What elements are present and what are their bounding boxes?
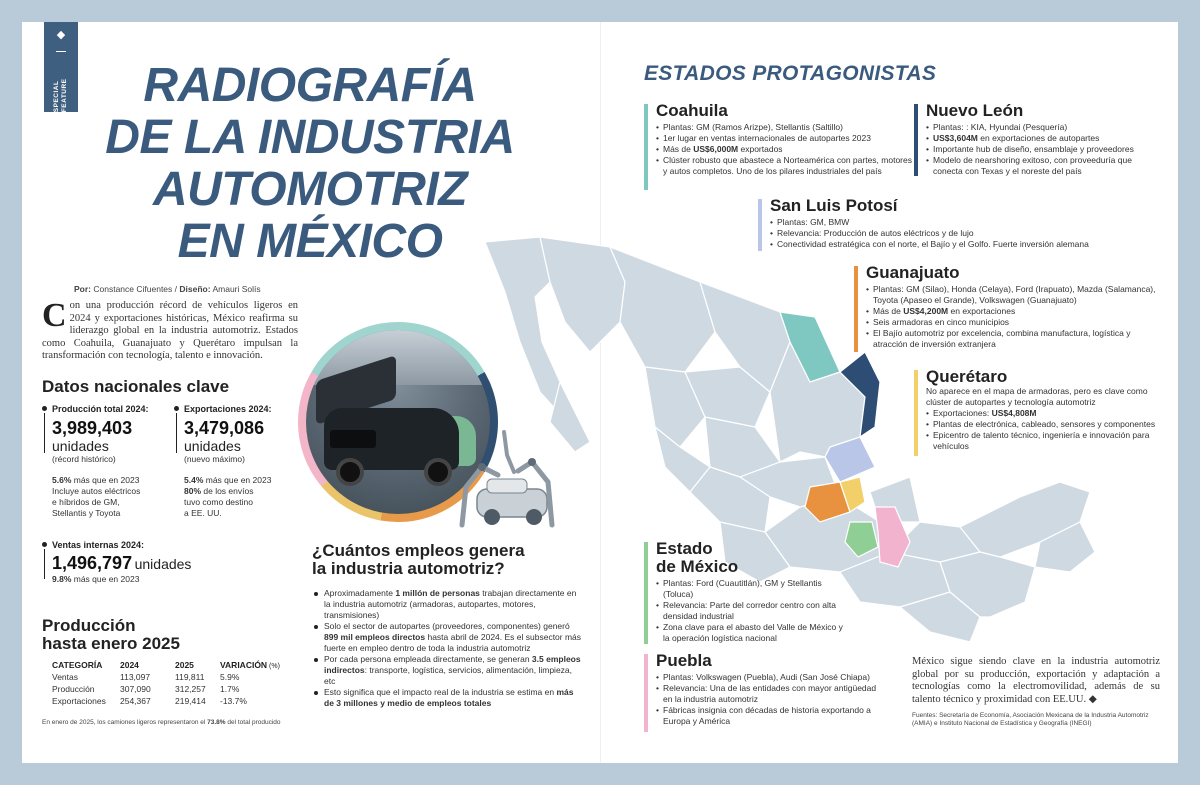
table-cell: Exportaciones (52, 695, 106, 706)
stat-produccion-detail-2: Incluye autos eléctricos (52, 486, 141, 496)
stat-exportaciones-note: (nuevo máximo) (184, 454, 245, 464)
stat-produccion-unit: unidades (52, 438, 109, 454)
table-cell: Producción (52, 683, 95, 694)
list-item: • El Bajío automotriz por excelencia, combina manufactura, logística y atracción de inversión extranjera (866, 328, 1164, 350)
state-puebla-name: Puebla (656, 651, 712, 670)
table-row (42, 671, 290, 683)
intro-text: on una producción récord de vehículos ligeros en 2024 y exportaciones históricas, México reafirma su liderazgo global en la industria automotriz. Estados como Coahuila, Guanajuato y Querétaro impulsan la transformación con tecnología, talento e innovación. (42, 300, 298, 361)
state-coahuila-name: Coahuila (656, 101, 728, 120)
table-cell: 307,090 (120, 683, 151, 694)
stat-line (176, 413, 177, 453)
byline-separator: / (172, 284, 180, 294)
state-color-bar (758, 199, 762, 251)
empleos-heading-line-2: la industria automotriz? (312, 559, 505, 578)
byline-author: Constance Cifuentes (93, 284, 173, 294)
list-item: • Más de US$6,000M exportados (656, 144, 914, 155)
stat-exportaciones-value: 3,479,086 (184, 418, 265, 438)
col-header-variacion: VARIACIÓN (%) (220, 660, 280, 670)
state-queretaro (914, 368, 1164, 452)
list-item: • Conectividad estratégica con el norte, el Bajío y el Golfo. Fuerte inversión alemana (770, 239, 1098, 250)
stat-ventas-value: 1,496,797 (52, 553, 133, 573)
stat-ventas-label: Ventas internas 2024: (42, 540, 242, 550)
stat-produccion-detail-3: e híbridos de GM, (52, 497, 120, 507)
closing-paragraph: México sigue siendo clave en la industria automotriz global por su producción, exportación y adaptación a tecnologías como la electromovilidad, además de su talento técnico y proximidad con EE.UU. ◆ (912, 656, 1160, 705)
list-item: • Epicentro de talento técnico, ingeniería e innovación para vehículos (926, 430, 1164, 452)
list-item: Por cada persona empleada directamente, se generan 3.5 empleos indirectos: transporte, logística, servicios, alimentación, limpieza, etc (314, 654, 584, 687)
state-queretaro-name: Querétaro (926, 367, 1008, 386)
state-coahuila (644, 102, 914, 177)
list-item: • Relevancia: Una de las entidades con mayor antigüedad en la industria automotriz (656, 683, 884, 705)
stat-exportaciones-detail: 5.4% más que en 2023 (184, 475, 272, 485)
table-cell: 254,367 (120, 695, 151, 706)
estados-heading: ESTADOS PROTAGONISTAS (644, 62, 937, 85)
stat-exportaciones-detail-2: 80% de los envíos (184, 486, 254, 496)
list-item: • Plantas: Volkswagen (Puebla), Audi (San José Chiapa) (656, 672, 884, 683)
col-header-2024: 2024 (120, 660, 139, 670)
list-item: • Plantas: GM (Silao), Honda (Celaya), Ford (Irapuato), Mazda (Salamanca), Toyota (Apaseo el Grande), Volkswagen (Guanajuato) (866, 284, 1164, 306)
stat-ventas (42, 540, 242, 585)
state-puebla (644, 652, 884, 727)
stat-produccion-detail: 5.6% más que en 2023 (52, 475, 140, 485)
list-item: • Fábricas insignia con décadas de historia exportando a Europa y América (656, 705, 884, 727)
state-guanajuato-name: Guanajuato (866, 263, 960, 282)
list-item: • Relevancia: Producción de autos eléctricos y de lujo (770, 228, 1098, 239)
sources-note: Fuentes: Secretaría de Economía, Asociación Mexicana de la Industria Automotriz (AMIA) e Instituto Nacional de Estadística y Geografía (INEGI) (912, 712, 1149, 727)
diamond-icon: ◆ (56, 29, 66, 41)
table-cell: Ventas (52, 671, 78, 682)
end-mark-icon: ◆ (1088, 693, 1097, 705)
car-grille-shape (330, 430, 376, 448)
state-queretaro-intro: No aparece en el mapa de armadoras, pero es clave como clúster de autopartes y tecnología automotriz (926, 386, 1148, 407)
car-wheel-shape (336, 458, 364, 486)
table-header-row (42, 659, 290, 671)
state-estado-de-mexico (644, 540, 844, 644)
list-item: • Más de US$4,200M en exportaciones (866, 306, 1164, 317)
special-feature-tab (44, 22, 78, 112)
title-line-1: RADIOGRAFÍA (143, 59, 477, 112)
stat-produccion-value: 3,989,403 (52, 418, 133, 438)
main-title (100, 60, 520, 268)
table-footnote: En enero de 2025, los camiones ligeros representaron el 73.8% del total producido (42, 719, 281, 726)
table-row (42, 683, 290, 695)
stat-exportaciones (174, 404, 304, 519)
produccion-heading (42, 617, 180, 653)
state-color-bar (914, 104, 918, 176)
table-cell: 119,811 (175, 671, 205, 682)
car-wheel-shape (424, 458, 452, 486)
state-slp-name: San Luis Potosí (770, 196, 898, 215)
list-item: • US$3,604M en exportaciones de autopartes (926, 133, 1164, 144)
list-item: • Plantas: GM (Ramos Arizpe), Stellantis (Saltillo) (656, 122, 914, 133)
intro-paragraph (42, 297, 298, 363)
state-color-bar (644, 654, 648, 732)
stat-exportaciones-detail-3: tuvo como destino (184, 497, 253, 507)
stat-exportaciones-unit: unidades (184, 438, 241, 454)
produccion-heading-line-2: hasta enero 2025 (42, 634, 180, 653)
byline-por-label: Por: (74, 284, 91, 294)
produccion-table (42, 659, 290, 707)
stat-exportaciones-detail-4: a EE. UU. (184, 508, 222, 518)
list-item: • Seis armadoras en cinco municipios (866, 317, 1164, 328)
magazine-spread (22, 22, 1178, 763)
col-header-2025: 2025 (175, 660, 194, 670)
state-edomex-name: Estado de México (656, 539, 739, 576)
list-item: • Relevancia: Parte del corredor centro con alta densidad industrial (656, 600, 844, 622)
tab-divider (56, 51, 66, 52)
special-feature-label: SPECIAL FEATURE (53, 78, 68, 112)
byline (74, 284, 261, 294)
title-line-2: DE LA INDUSTRIA (105, 111, 515, 164)
list-item: • Exportaciones: US$4,808M (926, 408, 1164, 419)
list-item: • Modelo de nearshoring exitoso, con proveeduría que conecta con Texas y el noreste del país (926, 155, 1164, 177)
table-row (42, 695, 290, 707)
stat-produccion-detail-4: Stellantis y Toyota (52, 508, 121, 518)
list-item: • Importante hub de diseño, ensamblaje y proveedores (926, 144, 1164, 155)
table-cell: 312,257 (175, 683, 206, 694)
title-line-3: AUTOMOTRIZ (152, 163, 468, 216)
list-item: • Plantas de electrónica, cableado, sensores y componentes (926, 419, 1164, 430)
table-cell: 1.7% (220, 683, 240, 694)
list-item: • Plantas: Ford (Cuautitlán), GM y Stellantis (Toluca) (656, 578, 844, 600)
stat-produccion-note: (récord histórico) (52, 454, 116, 464)
stat-line (44, 549, 45, 579)
stat-ventas-detail: 9.8% más que en 2023 (52, 574, 140, 584)
table-cell: -13.7% (220, 695, 247, 706)
list-item: • Clúster robusto que abastece a Norteamérica con partes, motores y autos completos. Uno de los pilares industriales del país (656, 155, 914, 177)
list-item: • Plantas: GM, BMW (770, 217, 1098, 228)
table-cell: 219,414 (175, 695, 206, 706)
list-item: • Plantas: : KIA, Hyundai (Pesquería) (926, 122, 1164, 133)
list-item: Solo el sector de autopartes (proveedores, componentes) generó 899 mil empleos directos hasta abril de 2024. Es el subsector más fuerte en empleo dentro de toda la industria automotriz (314, 621, 584, 654)
state-color-bar (644, 542, 648, 644)
stat-line (44, 413, 45, 453)
col-header-categoria: CATEGORÍA (52, 660, 103, 670)
byline-diseno-label: Diseño: (179, 284, 211, 294)
produccion-heading-line-1: Producción (42, 616, 136, 635)
stat-produccion (42, 404, 172, 519)
state-nuevo-leon-name: Nuevo León (926, 101, 1024, 120)
stat-exportaciones-label: Exportaciones 2024: (174, 404, 304, 414)
byline-designer: Amauri Solís (212, 284, 261, 294)
list-item: • 1er lugar en ventas internacionales de autopartes 2023 (656, 133, 914, 144)
state-color-bar (644, 104, 648, 190)
stat-ventas-unit: unidades (134, 556, 192, 572)
state-color-bar (854, 266, 858, 352)
state-nuevo-leon (914, 102, 1164, 177)
drop-cap: C (42, 297, 67, 334)
empleos-heading-line-1: ¿Cuántos empleos genera (312, 541, 525, 560)
stat-produccion-label: Producción total 2024: (42, 404, 172, 414)
list-item: Aproximadamente 1 millón de personas trabajan directamente en la industria automotriz (armadoras, autopartes, motores, transmisiones) (314, 588, 584, 621)
title-line-4: EN MÉXICO (177, 215, 443, 268)
datos-heading: Datos nacionales clave (42, 377, 230, 396)
table-cell: 5.9% (220, 671, 240, 682)
state-san-luis-potosi (758, 197, 1098, 250)
state-color-bar (914, 370, 918, 456)
list-item: Esto significa que el impacto real de la industria se estima en más de 3 millones y medio de empleos totales (314, 687, 584, 709)
list-item: • Zona clave para el abasto del Valle de México y la operación logística nacional (656, 622, 844, 644)
state-guanajuato (854, 264, 1164, 350)
table-cell: 113,097 (120, 671, 151, 682)
